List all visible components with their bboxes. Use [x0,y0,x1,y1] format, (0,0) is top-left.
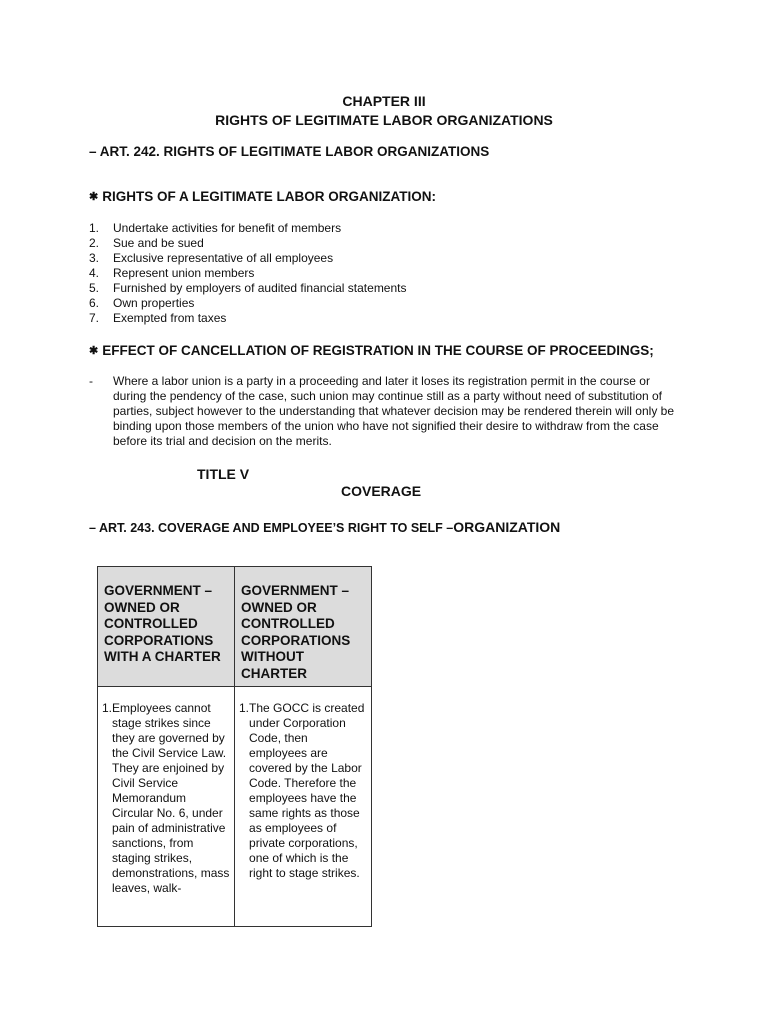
table-header-row [98,567,372,687]
list-item: 3. Exclusive representative of all employees [89,251,334,265]
table-cell-with-charter: 1. Employees cannot stage strikes since they are governed by the Civil Service Law. They are enjoined by Civil Service Memorandum Circular No. 6, under pain of administrative sanctions, from staging strikes, demonstrations, mass leaves, walk- [98,687,235,927]
table-cell-without-charter: 1. The GOCC is created under Corporation Code, then employees are covered by the Labor Code. Therefore the employees have the same rights as those as employees of private corporations, one of which is the right to stage strikes. [235,687,372,927]
list-item: 6. Own properties [89,296,195,310]
art-242-heading: – ART. 242. RIGHTS OF LEGITIMATE LABOR ORGANIZATIONS [89,144,490,159]
list-item: 7. Exempted from taxes [89,311,227,325]
rights-list [89,221,407,326]
coverage-comparison-table [97,566,372,927]
coverage-subtitle: COVERAGE [341,483,422,499]
art-243-heading [89,519,560,537]
effect-paragraph-text: Where a labor union is a party in a proceeding and later it loses its registration permit in the course or during the pendency of the case, such union may continue still as a party without need of substitution of parties, subject however to the understanding that whatever decision may be rendered therein will only be binding upon those members of the union who have not signified their desire to withdraw from the case before its trial and decision on the merits. [113,374,674,448]
rights-heading-text: RIGHTS OF A LEGITIMATE LABOR ORGANIZATION: [102,189,436,204]
rights-heading [89,189,436,204]
asterisk-bullet-icon: ✱ [89,345,99,357]
chapter-label: CHAPTER III [342,93,426,109]
table-header-with-charter: GOVERNMENT – OWNED OR CONTROLLED CORPORATIONS WITH A CHARTER [98,567,235,687]
title-v-label: TITLE V [197,466,250,482]
effect-heading-text: EFFECT OF CANCELLATION OF REGISTRATION IN THE COURSE OF PROCEEDINGS; [102,343,654,358]
effect-paragraph [89,374,689,449]
table-header-without-charter: GOVERNMENT – OWNED OR CONTROLLED CORPORATIONS WITHOUT CHARTER [235,567,372,687]
list-item: 1. Undertake activities for benefit of members [89,221,342,235]
chapter-title: RIGHTS OF LEGITIMATE LABOR ORGANIZATIONS [215,112,553,128]
list-item: 5. Furnished by employers of audited financial statements [89,281,407,295]
art-243-heading-suffix: ORGANIZATION [453,519,561,535]
effect-heading [89,343,654,358]
art-243-heading-prefix: – ART. 243. COVERAGE AND EMPLOYEE’S RIGHT TO SELF – [89,521,454,535]
table-row [98,687,372,927]
list-item: 2. Sue and be sued [89,236,204,250]
list-item: 4. Represent union members [89,266,255,280]
dash-bullet: - [89,374,93,388]
asterisk-bullet-icon: ✱ [89,191,99,203]
